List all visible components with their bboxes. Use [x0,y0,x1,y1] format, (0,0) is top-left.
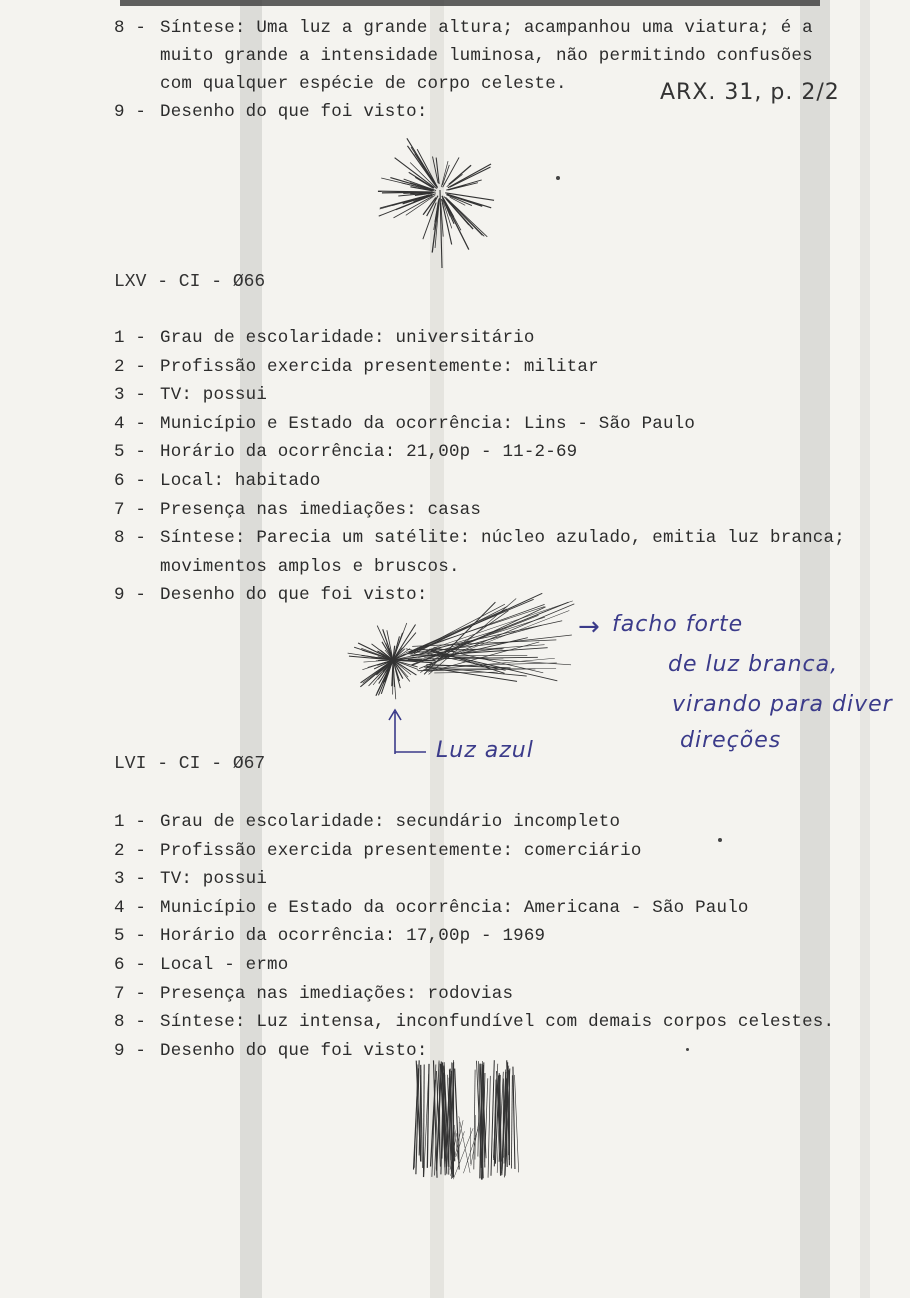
item-number: 1 - [114,812,147,832]
vertical-beams-drawing [405,1055,530,1185]
copy-streak [860,0,870,1298]
satellite-beam-drawing [335,585,585,705]
starburst-drawing [370,130,510,270]
item-number: 1 - [114,328,147,348]
item-number: 8 - [114,18,147,38]
item-number: 2 - [114,356,147,377]
item-text: TV: possui [160,385,268,406]
item-number: 6 - [114,471,147,491]
item-text: Profissão exercida presentemente: comerciário [160,840,642,861]
annotation-beam-line: de luz branca, [668,652,839,677]
item-number: 2 - [114,840,147,861]
pointer-arrow-icon [382,706,432,756]
item-text: Presença nas imediações: casas [160,499,482,520]
item-number: 9 - [114,1040,147,1061]
item-number: 8 - [114,1012,147,1033]
item-number: 6 - [114,955,147,975]
item-number: 5 - [114,926,147,947]
item-text: Presença nas imediações: rodovias [160,983,514,1004]
annotation-beam-line: direções [680,728,782,753]
section-heading-lxv: LXV - CI - Ø66 [114,272,266,292]
item-text: Grau de escolaridade: universitário [160,328,535,348]
reference-note: ARX. 31, p. 2/2 [660,80,840,105]
item-number: 5 - [114,442,147,463]
item-number: 8 - [114,528,147,549]
section-heading-lvi: LVI - CI - Ø67 [114,754,266,774]
item-text: Síntese: Luz intensa, inconfundível com demais corpos celestes. [160,1012,835,1033]
item-text: Síntese: Uma luz a grande altura; acampanhou uma viatura; é a [160,18,813,38]
annotation-beam-line: virando para diver [672,692,893,717]
item-text: Profissão exercida presentemente: militar [160,356,599,377]
item-text: Município e Estado da ocorrência: Americana - São Paulo [160,897,749,918]
item-number: 9 - [114,585,147,606]
item-text: Horário da ocorrência: 21,00p - 11-2-69 [160,442,578,463]
item-number: 3 - [114,385,147,406]
ink-speck [686,1048,689,1051]
item-text: Desenho do que foi visto: [160,1040,428,1061]
item-text: Síntese: Parecia um satélite: núcleo azulado, emitia luz branca; [160,528,845,549]
ink-speck [556,176,560,180]
item-number: 4 - [114,897,147,918]
annotation-arrow: → [578,612,601,642]
ink-speck [718,838,722,842]
item-number: 4 - [114,413,147,434]
item-text: Desenho do que foi visto: [160,585,428,606]
item-text: Município e Estado da ocorrência: Lins - São Paulo [160,413,696,434]
item-text: Horário da ocorrência: 17,00p - 1969 [160,926,546,947]
copy-streak [800,0,830,1298]
annotation-blue-light: Luz azul [436,738,534,763]
copy-top-edge [120,0,820,6]
annotation-beam-line: facho forte [612,612,744,637]
item-text: muito grande a intensidade luminosa, não permitindo confusões [160,46,813,66]
item-number: 7 - [114,983,147,1004]
item-number: 3 - [114,869,147,890]
item-text: movimentos amplos e bruscos. [160,556,460,577]
item-text: Desenho do que foi visto: [160,102,428,122]
item-number: 7 - [114,499,147,520]
item-text: Local - ermo [160,955,289,975]
item-number: 9 - [114,102,147,122]
item-text: Local: habitado [160,471,321,491]
item-text: Grau de escolaridade: secundário incompleto [160,812,621,832]
item-text: com qualquer espécie de corpo celeste. [160,74,567,94]
item-text: TV: possui [160,869,268,890]
copy-streak [240,0,262,1298]
